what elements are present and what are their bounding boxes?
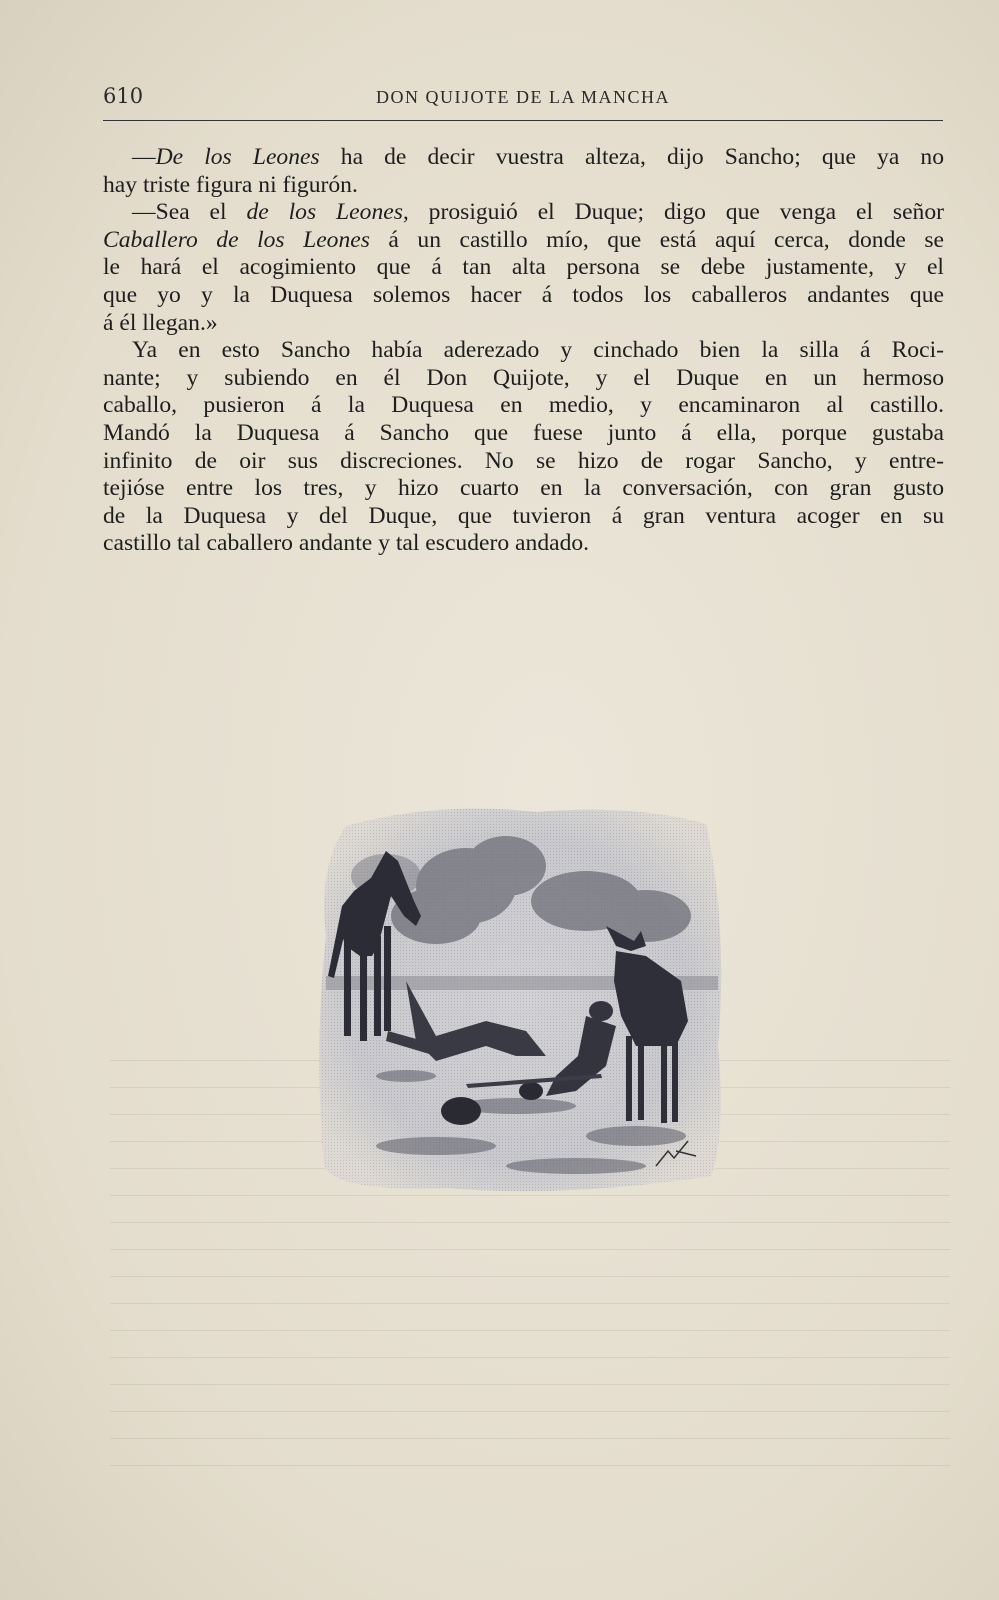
text-segment: ha de decir vuestra alteza, dijo Sancho; que ya no: [319, 144, 944, 170]
text-line: [103, 144, 944, 172]
text-line: de la Duquesa y del Duque, que tuvieron á gran ventura acoger en su: [103, 502, 944, 529]
engraving-illustration: [316, 806, 730, 1196]
text-line: le hará el acogimiento que á tan alta persona se debe justamente, y el: [103, 254, 944, 281]
text-line: que yo y la Duquesa solemos hacer á todos los caballeros andantes que: [103, 281, 944, 308]
rock: [519, 1082, 543, 1100]
text-line: caballo, pusieron á la Duquesa en medio, y encaminaron al castillo.: [103, 392, 944, 419]
text-line: Mandó la Duquesa á Sancho que fuese junto á ella, porque gustaba: [103, 419, 944, 446]
page-header: [103, 84, 943, 110]
body-text: [103, 144, 944, 558]
page-number: 610: [103, 84, 144, 108]
text-line: á él llegan.»: [103, 309, 218, 336]
text-line: [103, 227, 944, 255]
text-line: nante; y subiendo en él Don Quijote, y el Duque en un hermoso: [103, 364, 944, 391]
engraving-svg: [316, 806, 730, 1196]
text-line: [103, 199, 944, 227]
hat: [441, 1097, 481, 1125]
paragraph-1: [103, 144, 944, 199]
text-line: hay triste figura ni figurón.: [103, 171, 358, 198]
italic-text: De los Leones: [155, 144, 320, 170]
text-segment: á un castillo mío, que está aquí cerca, donde se: [369, 226, 944, 253]
italic-text: de los Leones,: [246, 199, 409, 226]
text-line: infinito de oir sus discreciones. No se hizo de rogar Sancho, y entre-: [103, 447, 944, 474]
paragraph-3: [103, 337, 944, 558]
text-segment: —Sea el: [132, 199, 247, 226]
header-rule: [103, 120, 943, 121]
running-title: DON QUIJOTE DE LA MANCHA: [376, 87, 670, 107]
dash: —: [132, 144, 156, 170]
text-line: castillo tal caballero andante y tal escudero andado.: [103, 530, 590, 557]
text-segment: prosiguió el Duque; digo que venga el señor: [408, 199, 944, 226]
text-line: tejióse entre los tres, y hizo cuarto en la conversación, con gran gusto: [103, 475, 944, 502]
italic-text: Caballero de los Leones: [103, 226, 370, 253]
paragraph-2: [103, 199, 944, 337]
text-line: Ya en esto Sancho había aderezado y cinchado bien la silla á Roci-: [132, 337, 944, 364]
